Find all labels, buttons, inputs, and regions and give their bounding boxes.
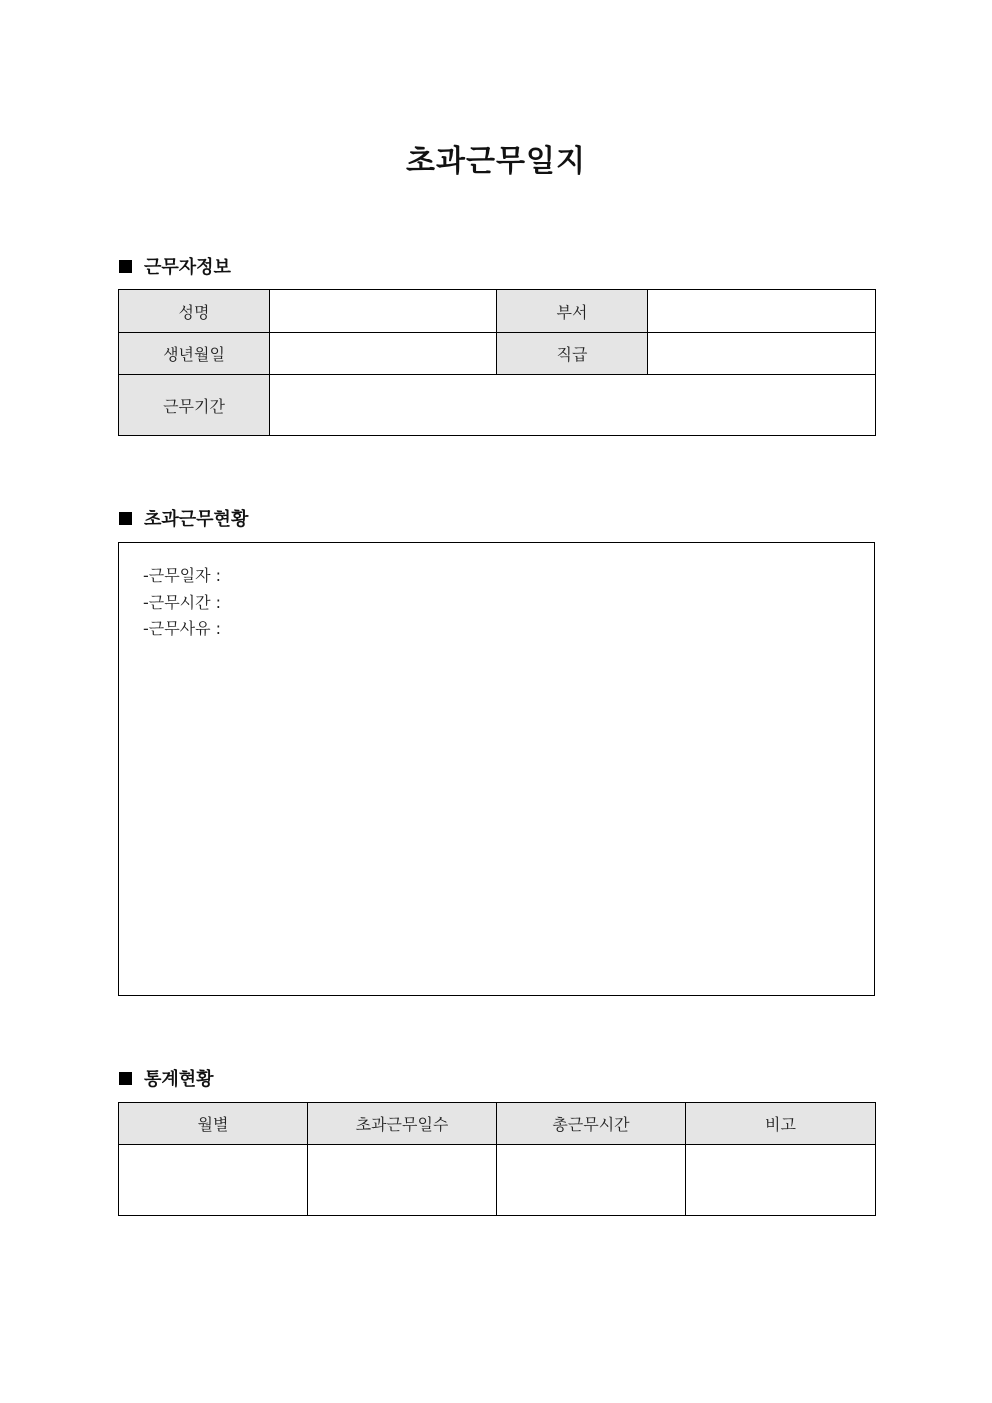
department-label: 부서: [497, 290, 648, 333]
overtime-days-cell[interactable]: [308, 1145, 497, 1216]
table-row: [119, 290, 876, 333]
black-square-icon: [119, 260, 132, 273]
table-row: [119, 333, 876, 375]
section-heading-label: 초과근무현황: [144, 509, 249, 530]
page-title: 초과근무일지: [406, 144, 586, 179]
column-header-month: 월별: [119, 1103, 308, 1145]
work-period-label: 근무기간: [119, 375, 270, 436]
column-header-total-hours: 총근무시간: [497, 1103, 686, 1145]
work-hours-line: -근무시간 :: [143, 592, 222, 612]
position-label: 직급: [497, 333, 648, 375]
worker-info-table: [118, 289, 876, 436]
column-header-overtime-days: 초과근무일수: [308, 1103, 497, 1145]
remarks-cell[interactable]: [686, 1145, 876, 1216]
section-heading-overtime-status: [119, 505, 248, 531]
name-label: 성명: [119, 290, 270, 333]
department-field[interactable]: [648, 290, 876, 333]
birth-date-label: 생년월일: [119, 333, 270, 375]
table-row: [119, 375, 876, 436]
work-reason-line: -근무사유 :: [143, 619, 222, 638]
section-heading-label: 근무자정보: [144, 257, 231, 278]
section-heading-worker-info: [119, 253, 231, 279]
overtime-status-lines: [143, 563, 221, 643]
work-period-field[interactable]: [270, 375, 876, 436]
table-header-row: [119, 1103, 876, 1145]
position-field[interactable]: [648, 333, 876, 375]
work-date-line: -근무일자 :: [143, 566, 222, 585]
section-heading-statistics: [119, 1065, 214, 1091]
black-square-icon: [119, 1072, 132, 1085]
month-cell[interactable]: [119, 1145, 308, 1216]
table-row: [119, 1145, 876, 1216]
section-heading-label: 통계현황: [144, 1069, 214, 1090]
name-field[interactable]: [270, 290, 497, 333]
statistics-table: [118, 1102, 876, 1216]
column-header-remarks: 비고: [686, 1103, 876, 1145]
birth-date-field[interactable]: [270, 333, 497, 375]
overtime-status-box[interactable]: [118, 542, 875, 996]
black-square-icon: [119, 512, 132, 525]
total-hours-cell[interactable]: [497, 1145, 686, 1216]
